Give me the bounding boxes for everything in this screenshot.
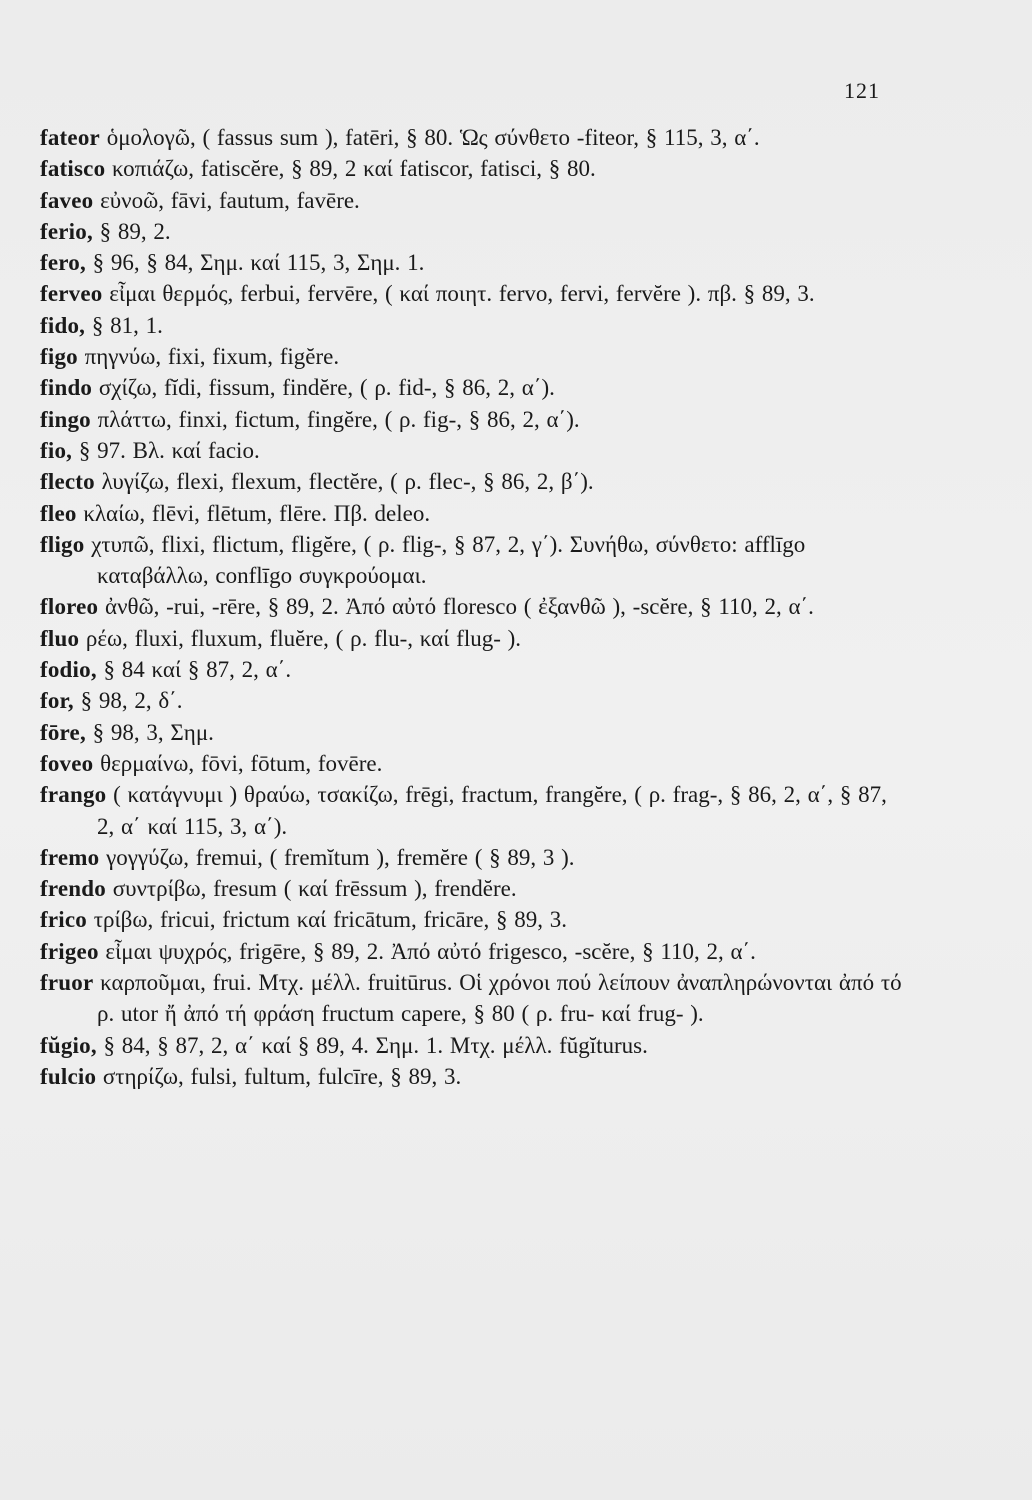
entry-headword: fero, [40, 250, 86, 276]
entry-definition: § 96, § 84, Σημ. καί 115, 3, Σημ. 1. [92, 250, 425, 276]
dictionary-entry [40, 247, 906, 278]
entry-definition: θερμαίνω, fōvi, fōtum, fovēre. [100, 750, 383, 776]
entry-definition: § 84, § 87, 2, α΄ καί § 89, 4. Σημ. 1. Μτχ. μέλλ. fŭgĭturus. [103, 1032, 648, 1058]
entry-definition: τρίβω, fricui, frictum καί fricātum, fricāre, § 89, 3. [93, 907, 567, 933]
entry-headword: ferio, [40, 218, 93, 244]
entry-definition: πλάττω, finxi, fictum, fingĕre, ( ρ. fig-, § 86, 2, α΄). [97, 406, 580, 432]
dictionary-entry [40, 122, 906, 153]
entry-headword: flecto [40, 469, 95, 495]
dictionary-entry [40, 185, 906, 216]
entry-headword: ferveo [40, 281, 103, 307]
entry-definition: καρποῦμαι, frui. Μτχ. μέλλ. fruitūrus. Οἱ χρόνοι πού λείπουν ἀναπληρώνονται ἀπό τό ρ. utor ἤ ἀπό τή φράση fructum capere, § 80 ( ρ. fru- καί frug- ). [97, 970, 902, 1027]
entry-headword: frico [40, 907, 87, 933]
entry-headword: frendo [40, 876, 106, 902]
dictionary-entry [40, 466, 906, 497]
dictionary-entry [40, 435, 906, 466]
dictionary-entry [40, 842, 906, 873]
dictionary-entry [40, 717, 906, 748]
dictionary-entry [40, 748, 906, 779]
entry-headword: fluo [40, 625, 80, 651]
entry-definition: συντρίβω, fresum ( καί frēssum ), frendĕre. [112, 876, 517, 902]
entry-headword: frango [40, 782, 107, 808]
entry-definition: σχίζω, fĭdi, fissum, findĕre, ( ρ. fid-, § 86, 2, α΄). [98, 375, 555, 401]
entry-definition: εἶμαι θερμός, ferbui, fervēre, ( καί ποιητ. fervo, fervi, fervĕre ). πβ. § 89, 3. [109, 281, 815, 307]
dictionary-entry [40, 216, 906, 247]
dictionary-entry [40, 936, 906, 967]
dictionary-entry [40, 591, 906, 622]
entry-definition: στηρίζω, fulsi, fultum, fulcīre, § 89, 3. [102, 1063, 462, 1089]
dictionary-entry [40, 341, 906, 372]
entry-definition: § 98, 2, δ΄. [80, 688, 183, 714]
entry-headword: faveo [40, 187, 94, 213]
dictionary-entry [40, 967, 906, 1030]
entry-headword: fateor [40, 125, 100, 150]
entry-definition: ( κατάγνυμι ) θραύω, τσακίζω, frēgi, fractum, frangĕre, ( ρ. frag-, § 86, 2, α΄, § 87, 2, α΄ καί 115, 3, α΄). [97, 782, 887, 839]
entry-definition: § 89, 2. [99, 218, 171, 244]
entry-definition: § 97. Βλ. καί facio. [78, 437, 260, 463]
dictionary-entry [40, 372, 906, 403]
dictionary-entry [40, 1061, 906, 1092]
entry-headword: fruor [40, 970, 94, 996]
dictionary-entry [40, 404, 906, 435]
entry-headword: fŭgio, [40, 1032, 97, 1058]
page-number: 121 [844, 78, 880, 103]
dictionary-entry [40, 654, 906, 685]
entry-headword: figo [40, 344, 78, 370]
entry-definition: γογγύζω, fremui, ( fremĭtum ), fremĕre ( § 89, 3 ). [106, 844, 575, 870]
entry-list [40, 122, 906, 1092]
entry-headword: fio, [40, 437, 73, 463]
entry-definition: χτυπῶ, flixi, flictum, fligĕre, ( ρ. flig-, § 87, 2, γ΄). Συνήθω, σύνθετο: afflīgo καταβάλλω, conflīgo συγκρούομαι. [91, 531, 806, 589]
entry-headword: foveo [40, 750, 94, 776]
dictionary-entry [40, 904, 906, 935]
entry-headword: findo [40, 375, 93, 401]
entry-definition: κλαίω, flēvi, flētum, flēre. Πβ. deleo. [83, 500, 431, 526]
dictionary-entry [40, 498, 906, 529]
entry-definition: ρέω, fluxi, fluxum, fluĕre, ( ρ. flu-, καί flug- ). [85, 625, 522, 651]
entry-headword: fodio, [40, 657, 97, 683]
entry-definition: εἶμαι ψυχρός, frigēre, § 89, 2. Ἀπό αὐτό frigesco, -scĕre, § 110, 2, α΄. [105, 938, 756, 964]
entry-headword: for, [40, 688, 74, 714]
entry-headword: fremo [40, 844, 100, 870]
dictionary-entry [40, 685, 906, 716]
entry-headword: fleo [40, 500, 77, 526]
dictionary-entry [40, 278, 906, 309]
entry-definition: εὐνοῶ, fāvi, fautum, favēre. [100, 187, 360, 213]
entry-definition: κοπιάζω, fatiscĕre, § 89, 2 καί fatiscor, fatisci, § 80. [112, 156, 596, 182]
dictionary-entry [40, 873, 906, 904]
entry-headword: fligo [40, 531, 85, 557]
entry-definition: § 81, 1. [91, 312, 163, 338]
dictionary-entry [40, 623, 906, 654]
entry-definition: § 98, 3, Σημ. [92, 719, 214, 745]
entry-headword: floreo [40, 594, 99, 620]
entry-headword: fido, [40, 312, 86, 338]
entry-definition: λυγίζω, flexi, flexum, flectĕre, ( ρ. flec-, § 86, 2, β΄). [101, 469, 594, 495]
dictionary-entry [40, 153, 906, 184]
entry-headword: fōre, [40, 719, 86, 745]
dictionary-entry [40, 310, 906, 341]
entry-definition: § 84 καί § 87, 2, α΄. [103, 657, 292, 683]
entry-headword: fatisco [40, 156, 106, 182]
entry-definition: ὁμολογῶ, ( fassus sum ), fatēri, § 80. Ὡς σύνθετο -fiteor, § 115, 3, α΄. [106, 125, 760, 150]
entry-headword: fingo [40, 406, 91, 432]
dictionary-entry [40, 529, 906, 592]
entry-definition: ἀνθῶ, -rui, -rēre, § 89, 2. Ἀπό αὐτό floresco ( ἐξανθῶ ), -scĕre, § 110, 2, α΄. [105, 594, 814, 620]
dictionary-entry [40, 1030, 906, 1061]
entry-headword: fulcio [40, 1063, 97, 1089]
entry-definition: πηγνύω, fixi, fixum, figĕre. [84, 344, 340, 370]
entry-headword: frigeo [40, 938, 99, 964]
dictionary-entry [40, 779, 906, 842]
